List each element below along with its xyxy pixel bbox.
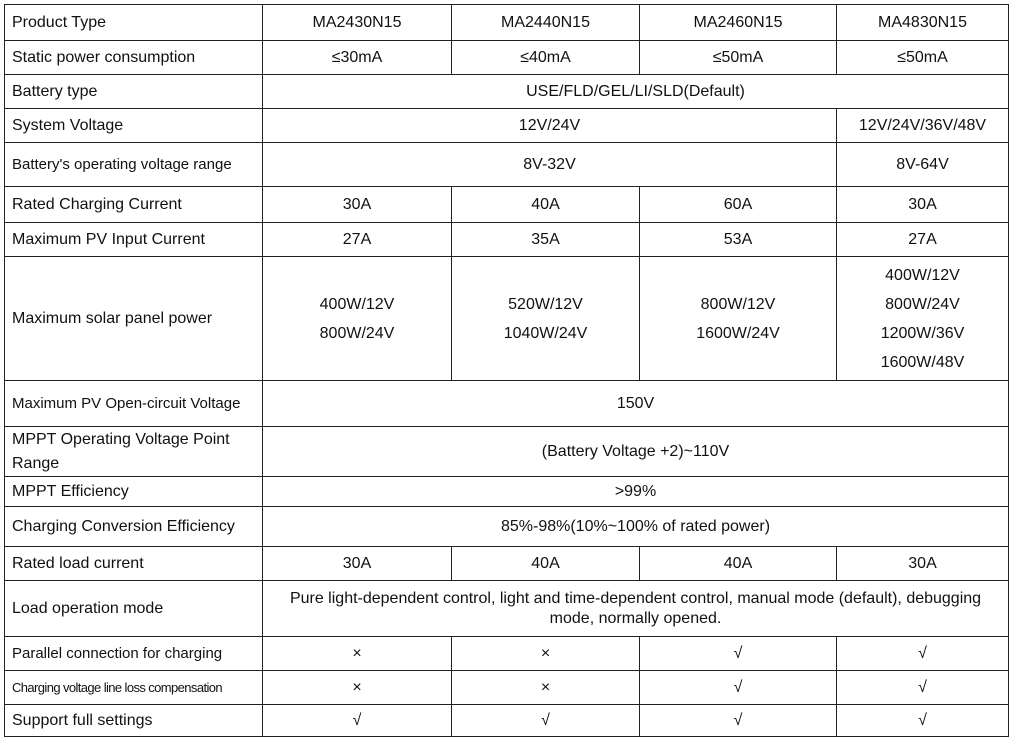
table-row: [5, 581, 1009, 637]
model-name: MA2440N15: [452, 5, 640, 41]
model-name: MA4830N15: [837, 5, 1009, 41]
cell-value: 40A: [452, 547, 640, 581]
row-label: Rated load current: [5, 547, 263, 581]
cell-line: 1600W/48V: [880, 353, 965, 371]
cell-value: 35A: [452, 223, 640, 257]
table-row: [5, 705, 1009, 737]
cell-line: 800W/24V: [885, 295, 960, 313]
table-row: [5, 671, 1009, 705]
cell-line: 800W/24V: [319, 324, 395, 342]
cell-value: [263, 257, 452, 381]
table-row: [5, 637, 1009, 671]
row-label: Maximum solar panel power: [5, 257, 263, 381]
cell-value: 30A: [263, 187, 452, 223]
table-row: [5, 547, 1009, 581]
row-label: Charging Conversion Efficiency: [5, 507, 263, 547]
cell-value: √: [837, 637, 1009, 671]
cell-line: 400W/12V: [885, 266, 960, 284]
cell-value: √: [837, 671, 1009, 705]
spec-table: [4, 4, 1009, 737]
cell-value: 40A: [452, 187, 640, 223]
cell-line: 1200W/36V: [880, 324, 965, 342]
cell-line: 800W/12V: [700, 295, 776, 313]
table-row: [5, 143, 1009, 187]
cell-value: ≤40mA: [452, 41, 640, 75]
row-label: MPPT Efficiency: [5, 477, 263, 507]
cell-value: >99%: [263, 477, 1009, 507]
cell-line: 400W/12V: [319, 295, 395, 313]
table-row: [5, 427, 1009, 477]
row-label: Battery type: [5, 75, 263, 109]
cell-value: √: [837, 705, 1009, 737]
cell-value: [837, 257, 1009, 381]
cell-value: 30A: [837, 187, 1009, 223]
row-label: MPPT Operating Voltage Point Range: [5, 427, 263, 477]
cell-value: √: [640, 637, 837, 671]
cell-value: [640, 257, 837, 381]
table-row: [5, 187, 1009, 223]
cell-line: 1600W/24V: [696, 324, 780, 342]
table-row: [5, 477, 1009, 507]
cell-line: 1040W/24V: [503, 324, 588, 342]
cell-value: (Battery Voltage +2)~110V: [263, 427, 1009, 477]
cell-value: 27A: [263, 223, 452, 257]
table-row: [5, 5, 1009, 41]
cell-value: ×: [452, 671, 640, 705]
cell-value: 8V-32V: [263, 143, 837, 187]
cell-value: 60A: [640, 187, 837, 223]
cell-value: 12V/24V: [263, 109, 837, 143]
cell-value: ≤50mA: [837, 41, 1009, 75]
row-label: Charging voltage line loss compensation: [5, 671, 263, 705]
table-row: [5, 507, 1009, 547]
row-label: Battery's operating voltage range: [5, 143, 263, 187]
cell-value: 30A: [837, 547, 1009, 581]
row-label: Maximum PV Open-circuit Voltage: [5, 381, 263, 427]
cell-value: 12V/24V/36V/48V: [837, 109, 1009, 143]
cell-value: √: [263, 705, 452, 737]
model-name: MA2460N15: [640, 5, 837, 41]
row-label: Rated Charging Current: [5, 187, 263, 223]
table-row: [5, 257, 1009, 381]
cell-value: ×: [452, 637, 640, 671]
cell-value: ×: [263, 671, 452, 705]
cell-value: 53A: [640, 223, 837, 257]
cell-value: 30A: [263, 547, 452, 581]
cell-value: ≤50mA: [640, 41, 837, 75]
cell-value: ≤30mA: [263, 41, 452, 75]
cell-value: 27A: [837, 223, 1009, 257]
table-row: [5, 41, 1009, 75]
row-label: Static power consumption: [5, 41, 263, 75]
table-row: [5, 109, 1009, 143]
cell-value: √: [452, 705, 640, 737]
model-name: MA2430N15: [263, 5, 452, 41]
row-label: Parallel connection for charging: [5, 637, 263, 671]
table-row: [5, 223, 1009, 257]
table-row: [5, 381, 1009, 427]
cell-value: √: [640, 671, 837, 705]
cell-value: USE/FLD/GEL/LI/SLD(Default): [263, 75, 1009, 109]
cell-value: 40A: [640, 547, 837, 581]
cell-value: Pure light-dependent control, light and time-dependent control, manual mode (default), debugging mode, normally opened.: [263, 581, 1009, 637]
row-label: System Voltage: [5, 109, 263, 143]
cell-value: ×: [263, 637, 452, 671]
cell-value: 8V-64V: [837, 143, 1009, 187]
cell-value: 150V: [263, 381, 1009, 427]
row-label: Maximum PV Input Current: [5, 223, 263, 257]
row-label: Support full settings: [5, 705, 263, 737]
cell-value: √: [640, 705, 837, 737]
cell-line: 520W/12V: [508, 295, 583, 313]
table-row: [5, 75, 1009, 109]
cell-value: [452, 257, 640, 381]
row-label: Load operation mode: [5, 581, 263, 637]
cell-value: 85%-98%(10%~100% of rated power): [263, 507, 1009, 547]
header-label: Product Type: [5, 5, 263, 41]
